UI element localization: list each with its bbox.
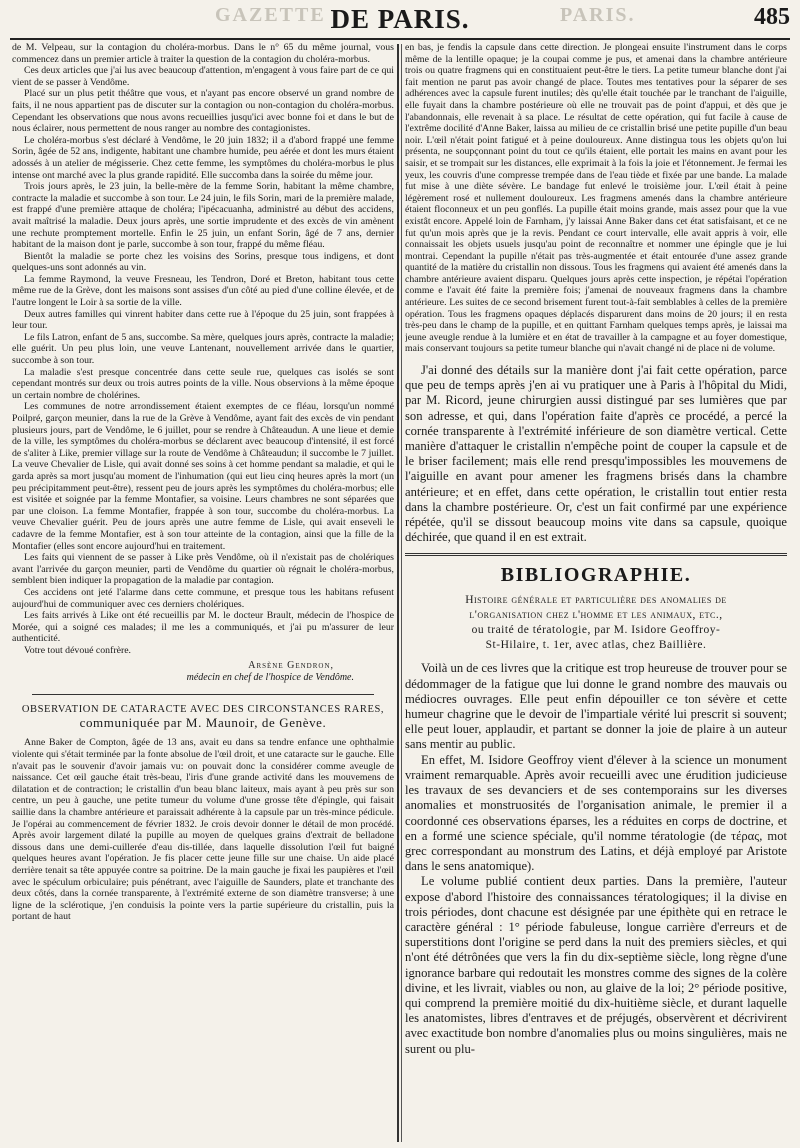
paragraph: Le fils Latron, enfant de 5 ans, succombe. Sa mère, quelques jours après, contracte la maladie; elle guérit. Un peu plus loin, une veuve Lantenant, nouvellement arrivée dans le quartier, succombe à son tour.: [12, 331, 394, 367]
paragraph: Anne Baker de Compton, âgée de 13 ans, avait eu dans sa tendre enfance une ophthalmie violente qui s'était terminée par la fonte absolue de l'œil droit, et une cataracte sur le gauche. Elle n'avait pas le souvenir d'avoir jamais vu: on pouvait donc la considérer comme aveugle de naissance. Cet œil gauche était très-beau, l'iris d'une grande activité dans les mouvemens de dilatation et de contraction; le cristallin d'un beau blanc laiteux, mais ayant à peu près sur son centre, un peu à gauche, une petite tumeur du volume d'une grosse tête d'épingle, qui faisait saillie dans la chambre antérieure et paraissait adhérente à la capsule par un très-mince pédicule. Je l'opérai au commencement de février 1832. Je crois devoir donner le détail de mon procédé. Après avoir largement dilaté la pupille au moyen de quelques grains d'extrait de belladone dissous dans une demi-cuillerée d'eau dis-tillée, dans laquelle dissolution l'œil fut baigné quelques heures avant l'opération. Je fis placer cette jeune fille sur une chaise. Un aide placé derrière tenait sa tête appuyée contre sa poitrine. De la main gauche je fixai les paupières et l'œil avec le spéculum orbiculaire; puis pénétrant, avec l'aiguille de Saunders, plate et tranchante des deux côtés, dans la cornée transparente, à l'extrémité externe de son diamètre transverse; à une ligne de la sclérotique, j'en conduisis la pointe vers la partie supérieure du cristallin, puis la portant de haut: [12, 737, 394, 923]
cataract-article-start: [12, 737, 394, 923]
paragraph: Le volume publié contient deux parties. Dans la première, l'auteur expose d'abord l'histoire des connaissances tératologiques; il la divise en trois périodes, dont chacune est désignée par une épithète qui en retrace le caractère général : 1° période fabuleuse, longue carrière d'erreurs et de superstitions dont l'origine se perd dans la nuit des premiers siècles, et qui n'ont été détrônées que vers la fin du dix-septième siècle, long règne d'une ignorance barbare qui redoutait les monstres comme des signes de la colère divine, et les livrait, viables ou non, au glaive de la loi; 2° période positive, qui comprend la première moitié du dix-huitième siècle, et durant laquelle les anatomistes, libres d'entraves et de préjugés, observèrent et décrivirent avec exactitude bon nombre d'anomalies plus ou moins singulières, mais ne surent ou plu-: [405, 874, 787, 1056]
paragraph: Les communes de notre arrondissement étaient exemptes de ce fléau, lorsqu'un nommé Poilpré, garçon meunier, dans la rue de la Grève à Vendôme, ayant fait des excès de vin pendant plusieurs jours, part de Vendôme, le 6 juillet, pour se rendre à Châteaudun. A une lieue et demie de la ville, les symptômes du choléra-morbus se déclarent avec beaucoup d'intensité, il est forcé de s'aliter à Like, premier village sur la route de Vendôme à Châteaudun; il succombe le 7 juillet. La veuve Chevalier de Lisle, qui avait donné ses soins à cet homme pendant sa maladie, et qui le garda après sa mort jusqu'au moment de l'inhumation (qui eut lieu cinq heures après la mort (un peu précipitamment peut-être), ressent peu de jours après les symptômes du choléra-morbus; elle est visitée et soignée par la femme Montafier, sa voisine. Leurs chambres ne sont séparées que par une cloison. La femme Montafier, frappée à son tour, succombe du choléra-morbus. La veuve Chevalier guérit. Peu de jours après une autre femme de Lisle, qui avait enseveli le cadavre de la femme Montafier, est à son tour atteinte de la contagion, ainsi que la fille de la Montafier (elles sont encore aujourd'hui en traitement.: [12, 401, 394, 552]
page-title: DE PARIS.: [330, 4, 470, 34]
left-column: [12, 42, 394, 1142]
paragraph: Deux autres familles qui vinrent habiter dans cette rue à l'époque du 25 juin, sont frappées à leur tour.: [12, 308, 394, 332]
paragraph: en bas, je fendis la capsule dans cette direction. Je plongeai ensuite l'instrument dans le corps même de la lentille opaque; je la coupai comme je pus, et amenai dans la chambre antérieure trois ou quatre fragmens qui en constituaient peut-être le tiers. La petite tumeur blanche dont j'ai fait mention ne parut pas avoir changé de place. Toutes mes tentatives pour la séparer de ses adhérences avec la capsule furent inutiles; dès qu'elle était touchée par le tranchant de l'aiguille, elle fuyait dans la chambre postérieure où elle ne trouvait pas de point d'appui, et dès que je l'abandonnais, elle revenait à sa place. Le résultat de cette opération, qui fut facile à cause de l'extrême docilité d'Anne Baker, laissa au milieu de ce cristallin brisé une petite pupille d'un beau noir. L'œil n'était point fatigué et à peine douloureux. Anne distingua tous les objets qu'on lui présenta, ne soupçonnant point du tout ce qu'ils étaient, elle portait les mains en avant pour les saisir, et se trompait sur les distances, elle exprimait à la fois la joie et l'étonnement. Je fermai les yeux, les couvris d'une compresse trempée dans de l'eau tiède et fixée par une bande. La malade fut mise à une diète sévère. Le bandage fut enlevé le troisième jour. L'œil était à peine légèrement rosé et nullement douloureux. Les fragmens amenés dans la chambre antérieure étaient floconneux et un peu gonflés. La pupille était moins grande, mais assez pour que la vue existât encore. Appelé loin de Farnham, j'y laissai Anne Baker dans cet état satisfaisant, et ce ne fut qu'un mois après que je la revis. Pendant ce court intervalle, elle avait appris à voir, elle connaissait les objets usuels jusqu'au point de reconnaître et nommer une épingle que je lui montrai. Cependant la pupille n'était pas très-augmentée et était entourée d'une assez grande quantité de la matière du cristallin non dissous. Tous les fragmens qui avaient été amenés dans la chambre antérieure avaient disparu. Quelques jours après cette inspection, je répétai l'opération comme e l'avait été faite la première fois; j'amenai de nouveaux fragmens dans la chambre antérieure. Les suites de ce second brisement furent tout-à-fait semblables à celles de la première opération. Tous les fragmens opaques déplacés disparurent dans moins de 20 jours; il en resta très-peu dans le champ de la pupille, et en quittant Farnham quelques temps après, je laissai ma jeune aveugle rendue à la lumière et en état de travailler à la campagne et au foyer domestique, mais conservant toujours sa petite tumeur blanche qui n'avait changé ni de place ni de volume.: [405, 42, 787, 355]
cataract-article-continued: [405, 42, 787, 355]
paragraph: Ces accidens ont jeté l'alarme dans cette commune, et presque tous les habitans refusent aujourd'hui de communiquer avec ces derniers cholériques.: [12, 586, 394, 610]
paragraph: Voilà un de ces livres que la critique est trop heureuse de trouver pour se dédommager de la fatigue que lui donne le grand nombre des mauvais ou médiocres ouvrages. Elle peut enfin dépouiller ce ton sévère et cette humeur chagrine que le devoir de l'impartiale vérité lui prescrit si souvent; elle peut louer, applaudir, et partant se donner la joie de plaire à un auteur sans mentir au public.: [405, 661, 787, 752]
book-reference-line-2: l'organisation chez l'homme et les animaux, etc.,: [469, 609, 723, 622]
cholera-letter: [12, 42, 394, 656]
header-rule: [10, 38, 790, 40]
signature-name: Arsène Gendron,: [248, 660, 334, 672]
book-reference-line-3: ou traité de tératologie, par M. Isidore Geoffroy-: [471, 624, 721, 637]
cataract-article-title: [12, 703, 394, 729]
column-divider-inner: [401, 44, 402, 1142]
paragraph: de M. Velpeau, sur la contagion du choléra-morbus. Dans le n° 65 du même journal, vous commencez dans un premier article à traiter la question de la contagion du choléra-morbus.: [12, 42, 394, 65]
article-title-line-2: communiquée par M. Maunoir, de Genève.: [79, 715, 327, 731]
bibliography-title: BIBLIOGRAPHIE.: [500, 564, 692, 587]
section-separator: [405, 553, 787, 556]
paragraph: Votre tout dévoué confrère.: [24, 644, 131, 656]
paragraph: Le choléra-morbus s'est déclaré à Vendôme, le 20 juin 1832; il a d'abord frappé une femme Sorin, âgée de 52 ans, indigente, habitant une chambre humide, peu aérée et dont les murs étaient adossés à un atelier de mégisserie. Chez cette femme, les symptômes du choléra-morbus le plus intense ont marché avec la plus grande rapidité. Elle succomba dans la soirée du même jour.: [12, 134, 394, 181]
paragraph: La maladie s'est presque concentrée dans cette seule rue, quelques cas isolés se sont cependant montrés sur deux ou trois autres points de la ville. Nous observions à la même époque un certain nombre de cholérines.: [12, 366, 394, 401]
page-header: [0, 0, 800, 40]
paragraph: Placé sur un plus petit théâtre que vous, et n'ayant pas encore observé un grand nombre de faits, il ne nous appartient pas de discuter sur la contagion ou non-contagion du choléra-morbus. Cependant les observations que nous avons recueillies jusqu'ici avec bonne foi et dans le but de nous éclairer, nous permettent de nous ranger au nombre des contagionistes.: [12, 88, 394, 135]
signature-role: médecin en chef de l'hospice de Vendôme.: [186, 672, 354, 684]
paragraph: La femme Raymond, la veuve Fresneau, les Tendron, Doré et Breton, habitant tous cette même rue de la Grève, dont les maisons sont assises d'un côté au pied d'une colline élevée, et de l'autre longent le Loir à sa sortie de la ville.: [12, 273, 394, 309]
column-divider: [397, 44, 399, 1142]
section-separator: [32, 694, 374, 695]
show-through-text-left: GAZETTE: [215, 4, 326, 26]
book-reference: [405, 593, 787, 653]
page-number: 485: [754, 4, 790, 30]
paragraph: En effet, M. Isidore Geoffroy vient d'élever à la science un monument vraiment remarquable. Après avoir recueilli avec une érudition judicieuse les travaux de ses devanciers et de ses contemporains sur les diverses anomalies et monstruosités de l'organisation animale, le premier il a coordonné ces observations éparses, les a réduites en corps de doctrine, et en a formé une science spéciale, qu'il nomme tératologie (de τέρας, mot grec correspondant au monstrum des Latins, et déjà employé par Aristote dans le sens anatomique).: [405, 752, 787, 874]
book-reference-line-1: Histoire générale et particulière des anomalies de: [465, 594, 727, 607]
paragraph: J'ai donné des détails sur la manière dont j'ai fait cette opération, parce que peu de temps après j'en ai vu pratiquer une à Paris à l'hôpital du Midi, par M. Ricord, jeune chirurgien aussi distingué par ses lumières que par son adresse, et qui, dans l'opération faite d'après ce procédé, a percé la cornée transparente à l'extrémité inférieure de son diamètre vertical. Cette manière d'attaquer le cristallin n'empêche point de couper la capsule et de le briser facilement; mais elle rend presqu'impossibles les mouvemens de l'aiguille en avant pour amener les fragmens brisés dans la chambre antérieure; et en effet, dans cette opération, le cristallin tout entier resta dans la chambre postérieure. Or, c'est un fait confirmé par une expérience répétée, qu'il se dissout beaucoup moins vite dans sa capsule, quoique déchirée, que quand il en est extrait.: [405, 363, 787, 545]
paragraph: Les faits qui viennent de se passer à Like près Vendôme, où il n'existait pas de cholériques avant l'arrivée du garçon meunier, parti de Vendôme du quartier où régnait le choléra-morbus, semblent bien indiquer la propagation de la maladie par contagion.: [12, 552, 394, 587]
show-through-text-right: PARIS.: [560, 4, 636, 26]
signature-block: [12, 660, 394, 684]
right-column: [405, 42, 787, 1142]
bibliography-review: [405, 661, 787, 1056]
paragraph: Trois jours après, le 23 juin, la belle-mère de la femme Sorin, habitant la même chambre, contracte la maladie et succombe à son tour. Le 24 juin, le fils Sorin, mari de la première malade, est frappé d'une première attaque de choléra; l'ipécacuanha, administré au début des accidens, avait maîtrisé la maladie. Deux jours après, une sortie imprudente et des excès de vin amènent une rechute promptement mortelle. Enfin le 25 juin, un enfant Sorin, âgé de 7 ans, dernier habitant de la maison dont je parle, succombe à son tour, frappé du même fléau.: [12, 181, 394, 251]
paragraph: Les faits arrivés à Like ont été recueillis par M. le docteur Brault, médecin de l'hospice de Morée, qui a soigné ces malades; il me les a communiqués, et j'ai pu m'assurer de leur authenticité.: [12, 610, 394, 645]
cataract-commentary: [405, 363, 787, 545]
book-reference-line-4: St-Hilaire, t. 1er, avec atlas, chez Baillière.: [485, 639, 707, 652]
article-title-line-1: OBSERVATION DE CATARACTE AVEC DES CIRCONSTANCES RARES,: [21, 704, 385, 716]
paragraph: Ces deux articles que j'ai lus avec beaucoup d'attention, m'engagent à vous faire part de ce qui vient de se passer à Vendôme.: [12, 65, 394, 88]
paragraph: Bientôt la maladie se porte chez les voisins des Sorins, presque tous indigens, et dont quelques-uns sont adonnés au vin.: [12, 250, 394, 274]
